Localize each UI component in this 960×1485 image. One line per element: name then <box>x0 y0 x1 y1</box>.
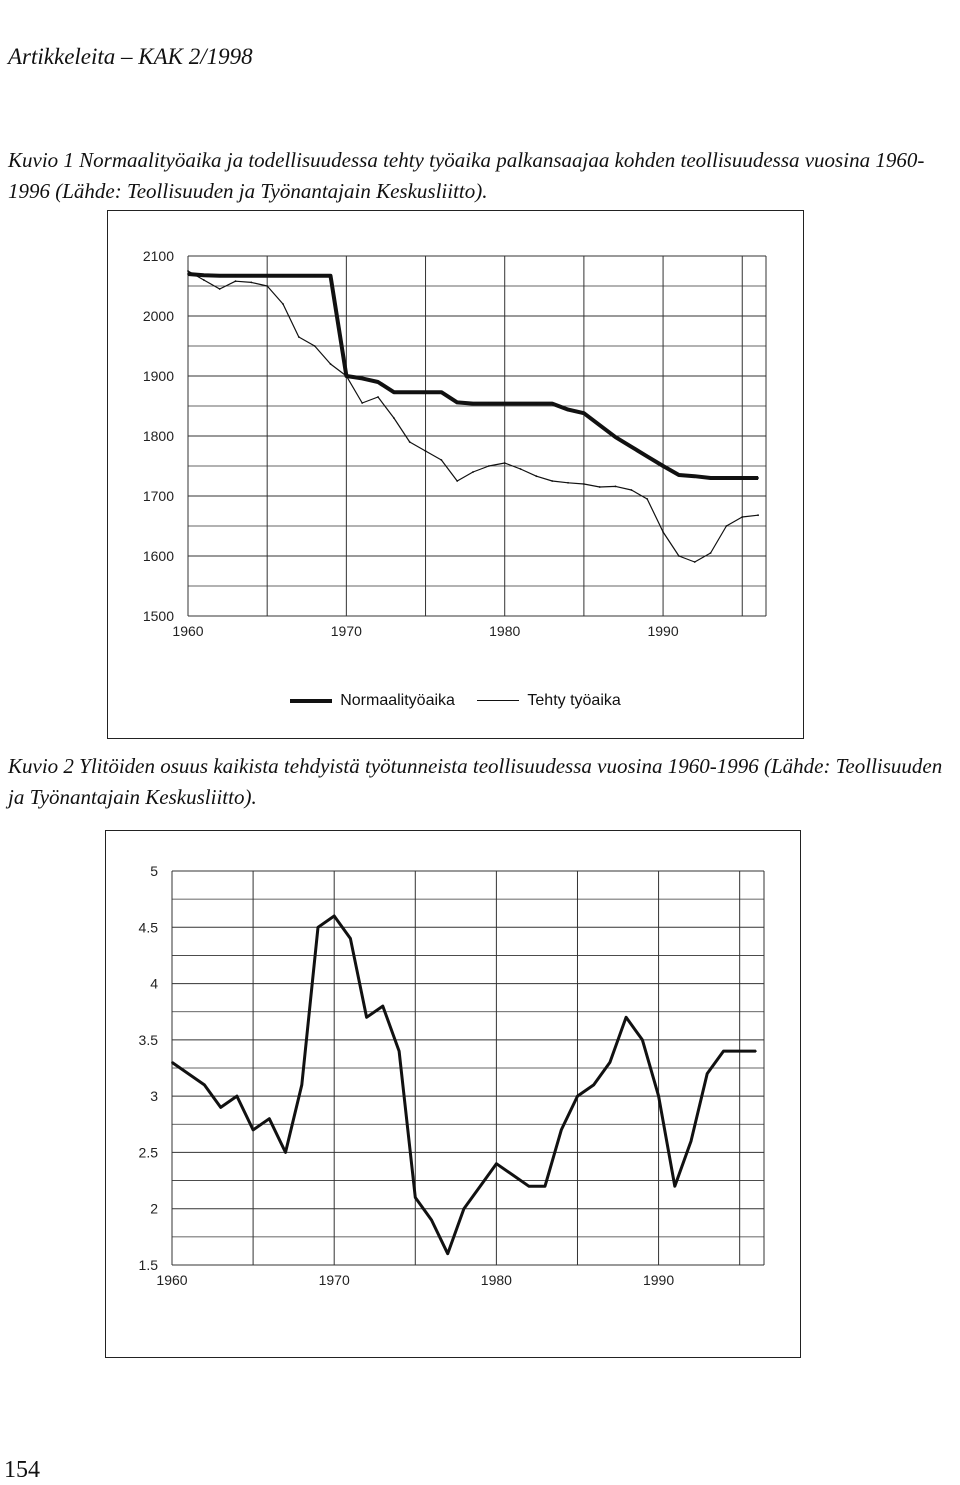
data-point-normaality-aika <box>757 477 759 479</box>
data-point-normaality-aika <box>694 475 696 477</box>
data-point-tehty-ty-aika <box>504 462 506 464</box>
data-point-ylit-iden-osuus <box>706 1073 708 1075</box>
chart-1-xtick-label: 1980 <box>489 623 521 639</box>
data-point-tehty-ty-aika <box>646 498 648 500</box>
data-point-normaality-aika <box>203 274 205 276</box>
data-point-normaality-aika <box>488 403 490 405</box>
data-point-tehty-ty-aika <box>219 288 221 290</box>
data-point-tehty-ty-aika <box>203 279 205 281</box>
data-point-ylit-iden-osuus <box>171 1061 173 1063</box>
series-line-tehty-ty-aika <box>188 271 758 562</box>
data-point-tehty-ty-aika <box>757 514 759 516</box>
data-point-tehty-ty-aika <box>630 489 632 491</box>
figure-2-caption: Kuvio 2 Ylitöiden osuus kaikista tehdyistä työtunneista teollisuudessa vuosina 1960-1996 (Lähde: Teollisuuden ja Työnantajain Keskusliitto). <box>8 754 943 809</box>
data-point-normaality-aika <box>646 456 648 458</box>
legend-label-tehty-tyoaika: Tehty työaika <box>527 692 621 709</box>
chart-2-xtick-label: 1960 <box>156 1272 188 1288</box>
data-point-ylit-iden-osuus <box>641 1039 643 1041</box>
legend-swatch-tehty-tyoaika <box>477 700 519 701</box>
data-point-tehty-ty-aika <box>456 480 458 482</box>
data-point-tehty-ty-aika <box>678 555 680 557</box>
data-point-ylit-iden-osuus <box>317 926 319 928</box>
data-point-ylit-iden-osuus <box>528 1185 530 1187</box>
data-point-ylit-iden-osuus <box>382 1005 384 1007</box>
data-point-ylit-iden-osuus <box>268 1118 270 1120</box>
data-point-ylit-iden-osuus <box>414 1197 416 1199</box>
data-point-ylit-iden-osuus <box>755 1050 757 1052</box>
data-point-tehty-ty-aika <box>440 459 442 461</box>
data-point-ylit-iden-osuus <box>333 915 335 917</box>
data-point-normaality-aika <box>615 436 617 438</box>
data-point-normaality-aika <box>741 477 743 479</box>
data-point-tehty-ty-aika <box>472 471 474 473</box>
data-point-ylit-iden-osuus <box>560 1129 562 1131</box>
chart-2-ytick-label: 2 <box>150 1200 158 1217</box>
data-point-ylit-iden-osuus <box>577 1095 579 1097</box>
data-point-tehty-ty-aika <box>314 345 316 347</box>
data-point-ylit-iden-osuus <box>544 1185 546 1187</box>
data-point-tehty-ty-aika <box>520 468 522 470</box>
chart-2-ytick-label: 4 <box>150 975 158 992</box>
data-point-ylit-iden-osuus <box>220 1107 222 1109</box>
data-point-normaality-aika <box>551 403 553 405</box>
data-point-normaality-aika <box>456 402 458 404</box>
chart-2-xtick-label: 1970 <box>318 1272 350 1288</box>
data-point-tehty-ty-aika <box>266 285 268 287</box>
chart-1-frame <box>107 210 804 739</box>
data-point-ylit-iden-osuus <box>366 1016 368 1018</box>
data-point-tehty-ty-aika <box>535 475 537 477</box>
chart-1-legend <box>108 692 803 710</box>
chart-2-xtick-label: 1990 <box>642 1272 675 1288</box>
chart-1-ytick-label: 1600 <box>142 548 174 564</box>
data-point-tehty-ty-aika <box>345 375 347 377</box>
chart-1-ytick-label: 1700 <box>142 488 174 504</box>
data-point-ylit-iden-osuus <box>723 1050 725 1052</box>
data-point-tehty-ty-aika <box>710 552 712 554</box>
data-point-ylit-iden-osuus <box>739 1050 741 1052</box>
data-point-tehty-ty-aika <box>330 363 332 365</box>
data-point-normaality-aika <box>440 391 442 393</box>
data-point-tehty-ty-aika <box>583 483 585 485</box>
data-point-tehty-ty-aika <box>377 396 379 398</box>
data-point-normaality-aika <box>266 275 268 277</box>
data-point-normaality-aika <box>504 403 506 405</box>
data-point-tehty-ty-aika <box>488 465 490 467</box>
data-point-ylit-iden-osuus <box>252 1129 254 1131</box>
page-number: 154 <box>4 1457 40 1483</box>
chart-2-ytick-label: 3.5 <box>138 1031 158 1048</box>
data-point-tehty-ty-aika <box>615 486 617 488</box>
data-point-ylit-iden-osuus <box>609 1061 611 1063</box>
data-point-ylit-iden-osuus <box>495 1163 497 1165</box>
data-point-ylit-iden-osuus <box>674 1185 676 1187</box>
data-point-tehty-ty-aika <box>599 486 601 488</box>
data-point-ylit-iden-osuus <box>236 1095 238 1097</box>
data-point-ylit-iden-osuus <box>479 1185 481 1187</box>
data-point-normaality-aika <box>520 403 522 405</box>
data-point-ylit-iden-osuus <box>512 1174 514 1176</box>
data-point-normaality-aika <box>535 403 537 405</box>
data-point-tehty-ty-aika <box>298 336 300 338</box>
chart-1-ytick-label: 1800 <box>142 428 174 444</box>
chart-1-ytick-label: 1900 <box>142 368 174 384</box>
data-point-tehty-ty-aika <box>694 561 696 563</box>
chart-1-ytick-label: 2100 <box>142 248 174 264</box>
chart-2-ytick-label: 4.5 <box>138 919 158 936</box>
data-point-normaality-aika <box>377 381 379 383</box>
data-point-ylit-iden-osuus <box>690 1140 692 1142</box>
chart-2-ytick-label: 3 <box>150 1088 158 1105</box>
data-point-normaality-aika <box>726 477 728 479</box>
chart-1 <box>108 211 803 738</box>
data-point-tehty-ty-aika <box>282 303 284 305</box>
chart-2-ytick-label: 5 <box>150 863 158 879</box>
data-point-normaality-aika <box>710 477 712 479</box>
data-point-tehty-ty-aika <box>726 525 728 527</box>
data-point-ylit-iden-osuus <box>593 1084 595 1086</box>
data-point-ylit-iden-osuus <box>398 1050 400 1052</box>
series-line-ylit-iden-osuus <box>172 916 756 1254</box>
chart-1-ytick-label: 2000 <box>142 308 174 324</box>
chart-2-ytick-label: 1.5 <box>138 1257 158 1273</box>
data-point-ylit-iden-osuus <box>447 1253 449 1255</box>
data-point-normaality-aika <box>393 391 395 393</box>
data-point-ylit-iden-osuus <box>301 1084 303 1086</box>
data-point-ylit-iden-osuus <box>463 1208 465 1210</box>
legend-swatch-normaalityoaika <box>290 699 332 703</box>
data-point-tehty-ty-aika <box>393 417 395 419</box>
chart-1-xtick-label: 1960 <box>172 623 204 639</box>
legend-label-normaalityoaika: Normaalityöaika <box>340 692 455 709</box>
chart-1-xtick-label: 1990 <box>647 623 679 639</box>
chart-1-xtick-label: 1970 <box>330 623 362 639</box>
data-point-ylit-iden-osuus <box>187 1073 189 1075</box>
data-point-normaality-aika <box>567 409 569 411</box>
chart-2-xtick-label: 1980 <box>480 1272 512 1288</box>
data-point-normaality-aika <box>662 465 664 467</box>
data-point-normaality-aika <box>472 403 474 405</box>
data-point-normaality-aika <box>425 391 427 393</box>
data-point-tehty-ty-aika <box>741 516 743 518</box>
data-point-tehty-ty-aika <box>409 441 411 443</box>
data-point-tehty-ty-aika <box>235 280 237 282</box>
data-point-normaality-aika <box>235 275 237 277</box>
data-point-ylit-iden-osuus <box>431 1219 433 1221</box>
chart-2 <box>106 831 800 1357</box>
data-point-tehty-ty-aika <box>662 531 664 533</box>
data-point-ylit-iden-osuus <box>625 1016 627 1018</box>
data-point-tehty-ty-aika <box>250 282 252 284</box>
data-point-ylit-iden-osuus <box>285 1152 287 1154</box>
data-point-normaality-aika <box>282 275 284 277</box>
data-point-normaality-aika <box>361 378 363 380</box>
running-header: Artikkeleita – KAK 2/1998 <box>8 44 253 69</box>
chart-2-frame <box>105 830 801 1358</box>
data-point-tehty-ty-aika <box>361 402 363 404</box>
data-point-normaality-aika <box>583 412 585 414</box>
data-point-normaality-aika <box>219 275 221 277</box>
chart-1-ytick-label: 1500 <box>142 608 174 624</box>
data-point-ylit-iden-osuus <box>350 938 352 940</box>
data-point-normaality-aika <box>250 275 252 277</box>
data-point-tehty-ty-aika <box>551 480 553 482</box>
chart-2-ytick-label: 2.5 <box>138 1144 158 1161</box>
data-point-normaality-aika <box>630 446 632 448</box>
data-point-normaality-aika <box>298 275 300 277</box>
data-point-ylit-iden-osuus <box>204 1084 206 1086</box>
data-point-ylit-iden-osuus <box>658 1095 660 1097</box>
data-point-normaality-aika <box>330 275 332 277</box>
figure-1-caption: Kuvio 1 Normaalityöaika ja todellisuudessa tehty työaika palkansaajaa kohden teollisuudessa vuosina 1960-1996 (Lähde: Teollisuuden ja Työnantajain Keskusliitto). <box>8 148 925 203</box>
data-point-normaality-aika <box>599 424 601 426</box>
data-point-normaality-aika <box>314 275 316 277</box>
data-point-tehty-ty-aika <box>567 482 569 484</box>
data-point-tehty-ty-aika <box>187 270 189 272</box>
data-point-normaality-aika <box>678 474 680 476</box>
data-point-tehty-ty-aika <box>425 450 427 452</box>
data-point-normaality-aika <box>409 391 411 393</box>
data-point-normaality-aika <box>187 273 189 275</box>
